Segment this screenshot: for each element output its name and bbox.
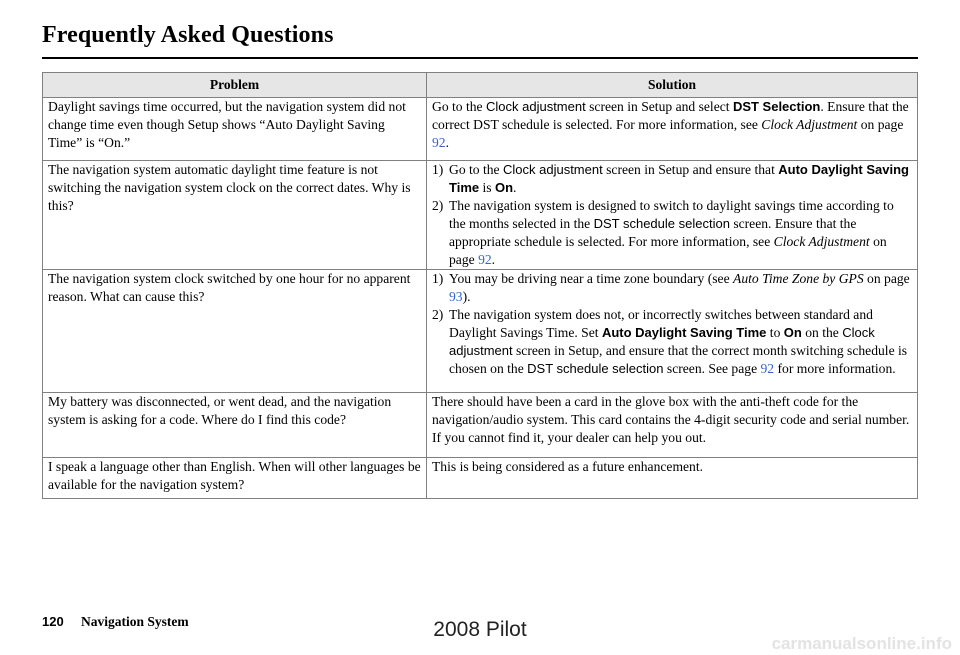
page-number: 120	[42, 614, 64, 629]
page-link[interactable]: 92	[478, 252, 492, 267]
problem-cell	[43, 458, 427, 499]
solution-text: There should have been a card in the glove box with the anti-theft code for the navigation/audio system. This card contains the 4-digit security code and serial number. If you cannot find it, your dealer can help you out.	[432, 394, 910, 445]
problem-cell	[43, 161, 427, 270]
problem-text: My battery was disconnected, or went dead, and the navigation system is asking for a code. Where do I find this code?	[48, 394, 392, 427]
problem-cell	[43, 270, 427, 393]
table-row	[43, 161, 918, 270]
problem-cell	[43, 393, 427, 458]
solution-text: This is being considered as a future enhancement.	[432, 459, 704, 474]
problem-text: The navigation system clock switched by one hour for no apparent reason. What can cause this?	[48, 271, 411, 304]
header-solution: Solution	[427, 73, 918, 98]
solution-cell	[427, 161, 918, 270]
page-link[interactable]: 92	[760, 361, 775, 376]
problem-text: Daylight savings time occurred, but the navigation system did not change time even though Setup shows “Auto Daylight Saving Time” is “On.”	[48, 99, 406, 150]
table-row	[43, 458, 918, 499]
table-row	[43, 98, 918, 161]
faq-table	[42, 72, 918, 499]
title-rule	[42, 57, 918, 59]
footer-section: Navigation System	[81, 614, 189, 629]
problem-text: I speak a language other than English. When will other languages be available for the navigation system?	[48, 459, 421, 492]
page-link[interactable]: 93	[449, 289, 463, 304]
table-row	[43, 270, 918, 393]
model-watermark: 2008 Pilot	[433, 618, 527, 641]
list-item: 2) The navigation system does not, or incorrectly switches between standard and Daylight Savings Time. Set Auto Daylight Saving Time to On on the Clock adjustment screen in Setup, and ensure that the correct month switching schedule is chosen on the DST schedule selection screen. See page 92 for more information.	[432, 307, 908, 376]
list-item: 2) The navigation system is designed to switch to daylight savings time according to the months selected in the DST schedule selection screen. Ensure that the appropriate schedule is selected. For more information, see Clock Adjustment on page 92.	[432, 198, 894, 267]
header-problem: Problem	[43, 73, 427, 98]
list-item: 1) You may be driving near a time zone boundary (see Auto Time Zone by GPS on page 93).	[432, 271, 910, 304]
solution-cell	[427, 393, 918, 458]
list-item: 1) Go to the Clock adjustment screen in Setup and ensure that Auto Daylight Saving Time is On.	[432, 162, 909, 195]
solution-cell	[427, 98, 918, 161]
solution-cell	[427, 270, 918, 393]
solution-text: Go to the Clock adjustment screen in Setup and select DST Selection. Ensure that the correct DST schedule is selected. For more information, see Clock Adjustment on page 92.	[432, 99, 909, 150]
table-row	[43, 393, 918, 458]
problem-cell	[43, 98, 427, 161]
solution-cell	[427, 458, 918, 499]
page-title: Frequently Asked Questions	[42, 22, 334, 48]
table-header-row	[43, 73, 918, 98]
problem-text: The navigation system automatic daylight time feature is not switching the navigation system clock on the correct dates. Why is this?	[48, 162, 411, 213]
site-watermark: carmanualsonline.info	[771, 634, 952, 653]
page-link[interactable]: 92	[432, 135, 446, 150]
